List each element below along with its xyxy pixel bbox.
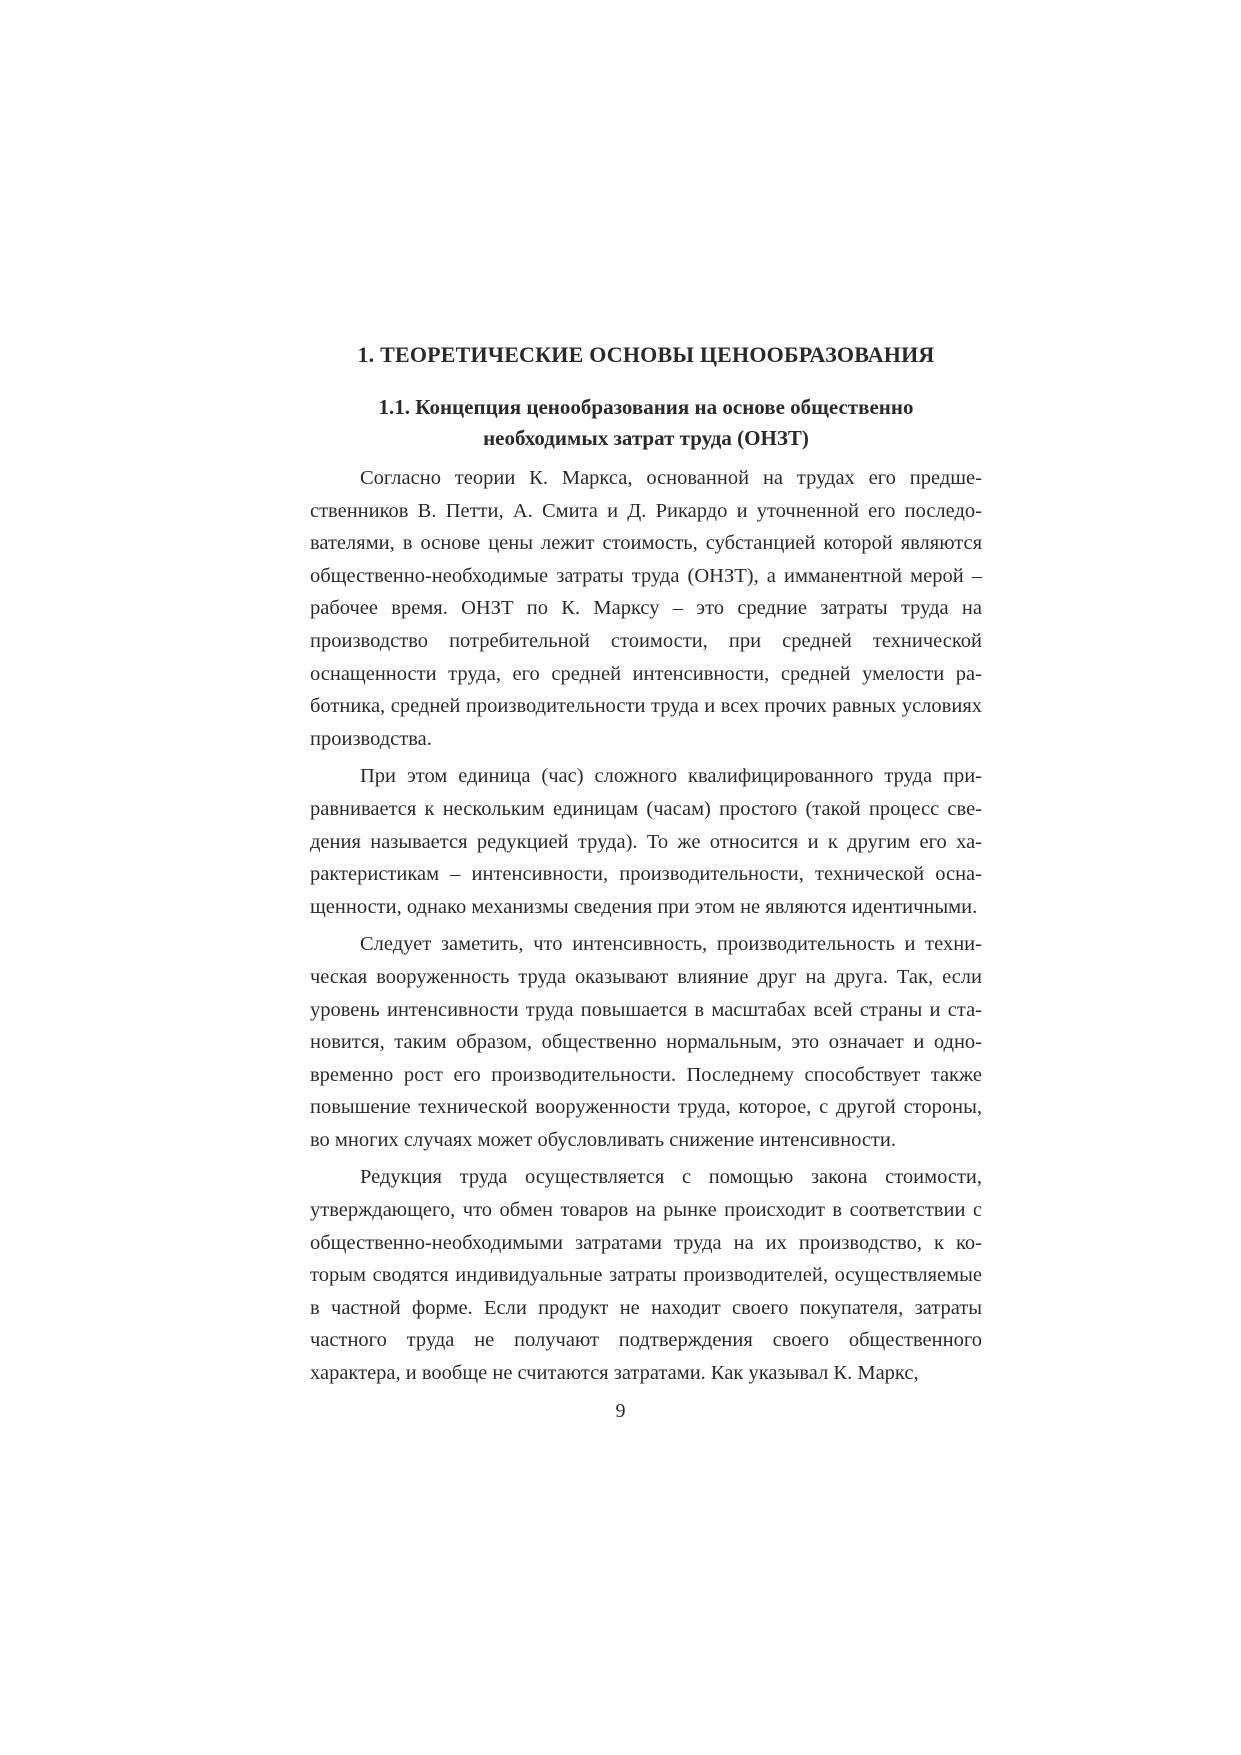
section-title-line-2: необходимых затрат труда (ОНЗТ) (483, 426, 809, 450)
section-title-line-1: 1.1. Концепция ценообразования на основе общественно (378, 395, 914, 419)
page-number: 9 (615, 1400, 626, 1422)
chapter-title: 1. ТЕОРЕТИЧЕСКИЕ ОСНОВЫ ЦЕНООБРАЗОВАНИЯ (357, 342, 935, 367)
section-title (310, 392, 982, 454)
paragraph-2: При этом единица (час) сложного квалифицированного труда приравнивается к нескольким единицам (часам) простого (такой процесс сведения называется редукцией труда). То же относится и к другим его характеристикам – интенсивности, производительности, технической оснащенности, однако механизмы сведения при этом не являются идентичными. (310, 765, 982, 918)
page-content (310, 340, 982, 1395)
paragraph-3: Следует заметить, что интенсивность, производительность и техническая вооруженность труда оказывают влияние друг на друга. Так, если уровень интенсивности труда повышается в масштабах всей страны и становится, таким образом, общественно нормальным, это означает и одновременно рост его производительности. Последнему способствует также повышение технической вооруженности труда, которое, с другой стороны, во многих случаях может обусловливать снижение интенсивности. (310, 933, 982, 1151)
paragraph-1: Согласно теории К. Маркса, основанной на трудах его предшественников В. Петти, А. Смита и Д. Рикардо и уточненной его последователями, в основе цены лежит стоимость, субстанцией которой являются общественно-необходимые затраты труда (ОНЗТ), а имманентной мерой – рабочее время. ОНЗТ по К. Марксу – это средние затраты труда на производство потребительной стоимости, при средней технической оснащенности труда, его средней интенсивности, средней умелости работника, средней производительности труда и всех прочих равных условиях производства. (310, 467, 982, 750)
paragraph-4: Редукция труда осуществляется с помощью закона стоимости, утверждающего, что обмен товаров на рынке происходит в соответствии с общественно-необходимыми затратами труда на их производство, к которым сводятся индивидуальные затраты производителей, осуществляемые в частной форме. Если продукт не находит своего покупателя, затраты частного труда не получают подтверждения своего общественного характера, и вообще не считаются затратами. Как указывал К. Маркс, (310, 1166, 982, 1385)
